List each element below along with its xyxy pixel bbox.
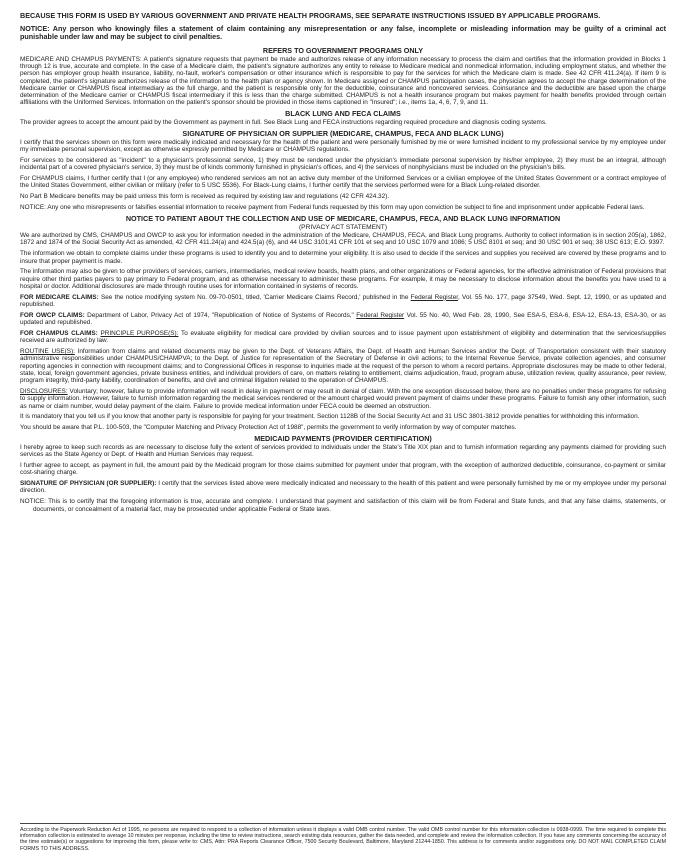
federal-register-ref: Federal Register <box>410 293 459 301</box>
incident-services-text: For services to be considered as "incident" to a physician's professional service, 1) they must be rendered under the physician's immediate personal supervision by his/her employee, 2) they must be an integral, although incidental part of a covered physician's service, 3) they must be of kinds commonly furnished in physician's offices, and 4) the services of nonphysicians must be included on the physician's bills. <box>20 157 666 172</box>
champus-claims-paragraph <box>20 330 666 345</box>
routine-uses-paragraph <box>20 348 666 384</box>
medicaid-signature-text: I certify that the services listed above were medically indicated and necessary to the health of this patient and were personally furnished by me or my employee under my personal direction. <box>20 480 666 495</box>
government-programs-heading: REFERS TO GOVERNMENT PROGRAMS ONLY <box>262 45 424 55</box>
medicaid-signature-label: SIGNATURE OF PHYSICIAN (OR SUPPLIER): <box>20 480 157 488</box>
medicaid-payments-heading: MEDICAID PAYMENTS (PROVIDER CERTIFICATION) <box>254 433 432 443</box>
mandatory-disclosure-text: It is mandatory that you tell us if you know that another party is responsible for paying for your treatment. Section 1128B of the Social Security Act and 31 USC 3801-3812 provide penalties for withholding this information. <box>20 413 640 421</box>
misrepresentation-notice: NOTICE: Any one who misrepresents or falsifies essential information to receive payment from Federal funds requested by this form may upon conviction be subject to fine and imprisonment under applicable Federal laws. <box>20 204 645 212</box>
owcp-claims-label: FOR OWCP CLAIMS: <box>20 311 85 319</box>
medicare-claims-text-end: , Vol. 55 No. 177, page 37549, Wed. Sept. 12, 1990, or as updated and republished. <box>20 293 667 309</box>
black-lung-feca-heading: BLACK LUNG AND FECA CLAIMS <box>285 109 401 119</box>
routine-uses-label: ROUTINE USE(S): <box>20 348 75 356</box>
owcp-claims-paragraph <box>20 312 666 327</box>
routine-uses-text: Information from claims and related documents may be given to the Dept. of Veterans Affairs, the Dept. of Health and Human Services and/or the Dept. of Transportation consistent with their statutory administrative responsibilities under CHAMPUS/CHAMPVA; to the Dept. of Justice for representation of the Secretary of Defense in civil actions; to the Internal Revenue Service, private collection agencies, and consumer reporting agencies in connection with recoupment claims; and to Congressional Offices in response to inquiries made at the request of the person to whom a record pertains. Appropriate disclosures may be made to other federal, state, local, foreign government agencies, private business entities, and individual providers of care, on matters relating to entitlement, claims adjudication, fraud, program abuse, utilization review, quality assurance, peer review, program integrity, third-party liability, coordination of benefits, and civil and criminal litigation related to the operation of CHAMPUS. <box>20 348 666 385</box>
medicaid-signature-paragraph <box>20 480 666 495</box>
information-disclosure-text: The information may also be given to other providers of services, carriers, intermediaries, medical review boards, health plans, and other organizations or Federal agencies, for the effective administration of Federal provisions that require other third parties payers to pay primary to Federal program, and as otherwise necessary to administer these programs. For example, it may be necessary to disclose information about the benefits you have used to a hospital or doctor. Additional disclosures are made through routine uses for information contained in systems of records. <box>20 268 667 290</box>
authority-text: We are authorized by CMS, CHAMPUS and OWCP to ask you for information needed in the administration of the Medicare, CHAMPUS, FECA, and Black Lung programs. Authority to collect information is in section 205(a), 1862, 1872 and 1874 of the Social Security Act as amended, 42 CFR 411.24(a) and 424.5(a) (6), and 44 USC 3101;41 CFR 101 et seq and 10 USC 1079 and 1086; 5 USC 8101 et seq; and 30 USC 901 et seq; 38 USC 613; E.O. 9397. <box>20 232 666 247</box>
computer-matching-text: You should be aware that P.L. 100-503, the "Computer Matching and Privacy Protection Act of 1988", permits the government to verify information by way of computer matches. <box>20 424 517 432</box>
owcp-claims-text: Department of Labor, Privacy Act of 1974, "Republication of Notice of Systems of Records," <box>87 311 354 319</box>
medicaid-notice: NOTICE: This is to certify that the foregoing information is true, accurate and complete. I understand that payment and satisfaction of this claim will be from Federal and State funds, and that any false claims, statements, or documents, or concealment of a material fact, may be prosecuted under applicable Federal or State laws. <box>20 498 666 513</box>
information-use-text: The information we obtain to complete claims under these programs is used to identify you and to determine your eligibility. It is also used to decide if the services and supplies you received are covered by these programs and to insure that proper payment is made. <box>20 250 666 265</box>
privacy-notice-heading: NOTICE TO PATIENT ABOUT THE COLLECTION AND USE OF MEDICARE, CHAMPUS, FECA, AND BLACK LUNG INFORMATION <box>125 213 561 223</box>
applicable-programs-notice: BECAUSE THIS FORM IS USED BY VARIOUS GOVERNMENT AND PRIVATE HEALTH PROGRAMS, SEE SEPARATE INSTRUCTIONS ISSUED BY APPLICABLE PROGRAMS. <box>20 11 601 20</box>
medicaid-records-text: I hereby agree to keep such records as are necessary to disclose fully the extent of services provided to individuals under the State's Title XIX plan and to furnish information regarding any payments claimed for providing such services as the State Agency or Dept. of Health and Human Services may request. <box>20 443 666 459</box>
physician-signature-heading: SIGNATURE OF PHYSICIAN OR SUPPLIER (MEDICARE, CHAMPUS, FECA AND BLACK LUNG) <box>182 128 504 138</box>
privacy-act-subheading: (PRIVACY ACT STATEMENT) <box>298 223 388 231</box>
medicare-champus-payments-text: MEDICARE AND CHAMPUS PAYMENTS: A patient's signature requests that payment be made and authorizes release of any information necessary to process the claim and certifies that the information provided in Blocks 1 through 12 is true, accurate and complete. In the case of a Medicare claim, the patient's signature authorizes any entity to release to Medicare medical and nonmedical information, including employment status, and whether the person has employer group health insurance, liability, no-fault, worker's compensation or other insurance which is responsible to pay for the services for which the Medicare claim is made. See 42 CFR 411.24(a). If item 9 is completed, the patient's signature authorizes release of the information to the health plan or agency shown. In Medicare assigned or CHAMPUS participation cases, the physician agrees to accept the charge determination of the Medicare carrier or CHAMPUS fiscal intermediary as the full charge, and the patient is responsible only for the deductible, coinsurance and noncovered services. Coinsurance and the deductible are based upon the charge determination of the Medicare carrier or CHAMPUS fiscal intermediary if this is less than the charge submitted. CHAMPUS is not a health insurance program but makes payment for health benefits provided through certain affiliations with the Uniformed Services. Information on the patient's sponsor should be provided in those items captioned in "Insured"; i.e., items 1a, 4, 6, 7, 9, and 11. <box>20 55 666 107</box>
principle-purpose-label: PRINCIPLE PURPOSE(S): <box>100 329 179 337</box>
medicare-claims-paragraph <box>20 294 666 309</box>
medicare-claims-text: See the notice modifying system No. 09-70-0501, titled, 'Carrier Medicare Claims Record,' published in the <box>100 293 409 301</box>
criminal-act-notice: NOTICE: Any person who knowingly files a statement of claim containing any misrepresentation or any false, incomplete or misleading information may be guilty of a criminal act punishable under law and may be subject to civil penalties. <box>20 24 666 42</box>
owcp-claims-text-end: Vol. 55 No. 40, Wed Feb. 28, 1990, See ESA-5, ESA-6, ESA-12, ESA-13, ESA-30, or as updated and republished. <box>20 311 667 327</box>
champus-certify-text: For CHAMPUS claims, I further certify that I (or any employee) who rendered services am not an active duty member of the Uniformed Services or a civilian employee of the United States Government or a contract employee of the United States Government, either civilian or military (refer to 5 USC 5536). For Black-Lung claims, I further certify that the services performed were for a Black Lung-related disorder. <box>20 175 666 190</box>
champus-claims-text: To evaluate eligibility for medical care provided by civilian sources and to issue payment upon establishment of eligibility and determination that the services/supplies received are authorized by law. <box>20 329 666 345</box>
federal-register-ref: Federal Register <box>356 311 405 319</box>
physician-certify-text: I certify that the services shown on this form were medically indicated and necessary for the health of the patient and were personally furnished by me or were furnished incident to my professional service by my employee under my immediate personal supervision, except as otherwise expressly permitted by Medicare or CHAMPUS regulations. <box>20 138 666 154</box>
paperwork-reduction-footer: According to the Paperwork Reduction Act of 1995, no persons are required to respond to a collection of information unless it displays a valid OMB control number. The valid OMB control number for this information collection is 0938-0999. The time required to complete this information collection is estimated to average 10 minutes per response, including the time to review instructions, search existing data resources, gather the data needed, and complete and review the information collection. If you have any comments concerning the accuracy of the time estimate(s) or suggestions for improving this form, please write to: CMS, Attn: PRA Reports Clearance Officer, 7500 Security Boulevard, Baltimore, Maryland 21244-1850. This address is for comments and/or suggestions only. DO NOT MAIL COMPLETED CLAIM FORMS TO THIS ADDRESS. <box>20 823 666 852</box>
part-b-text: No Part B Medicare benefits may be paid unless this form is received as required by existing law and regulations (42 CFR 424.32). <box>20 193 390 201</box>
champus-claims-label: FOR CHAMPUS CLAIMS: <box>20 329 98 337</box>
medicaid-payment-text: I further agree to accept, as payment in full, the amount paid by the Medicaid program for those claims submitted for payment under that program, with the exception of authorized deductible, coinsurance, co-payment or similar cost-sharing charge. <box>20 462 666 477</box>
disclosures-paragraph <box>20 388 666 410</box>
medicare-claims-label: FOR MEDICARE CLAIMS: <box>20 293 99 301</box>
disclosures-label: DISCLOSURES: <box>20 388 68 395</box>
disclosures-text: Voluntary; however, failure to provide information will result in delay in payment or may result in denial of claim. With the one exception discussed below, there are no penalties under these programs for refusing to supply information. However, failure to furnish information regarding the medical services rendered or the amount charged would prevent payment of claims under these programs. Failure to furnish any other information, such as name or claim number, would delay payment of the claim. Failure to provide medical information under FECA could be deemed an obstruction. <box>20 388 666 410</box>
black-lung-feca-text: The provider agrees to accept the amount paid by the Government as payment in full. See Black Lung and FECA instructions regarding required procedure and diagnosis coding systems. <box>20 119 547 127</box>
instructions-document <box>20 12 666 516</box>
